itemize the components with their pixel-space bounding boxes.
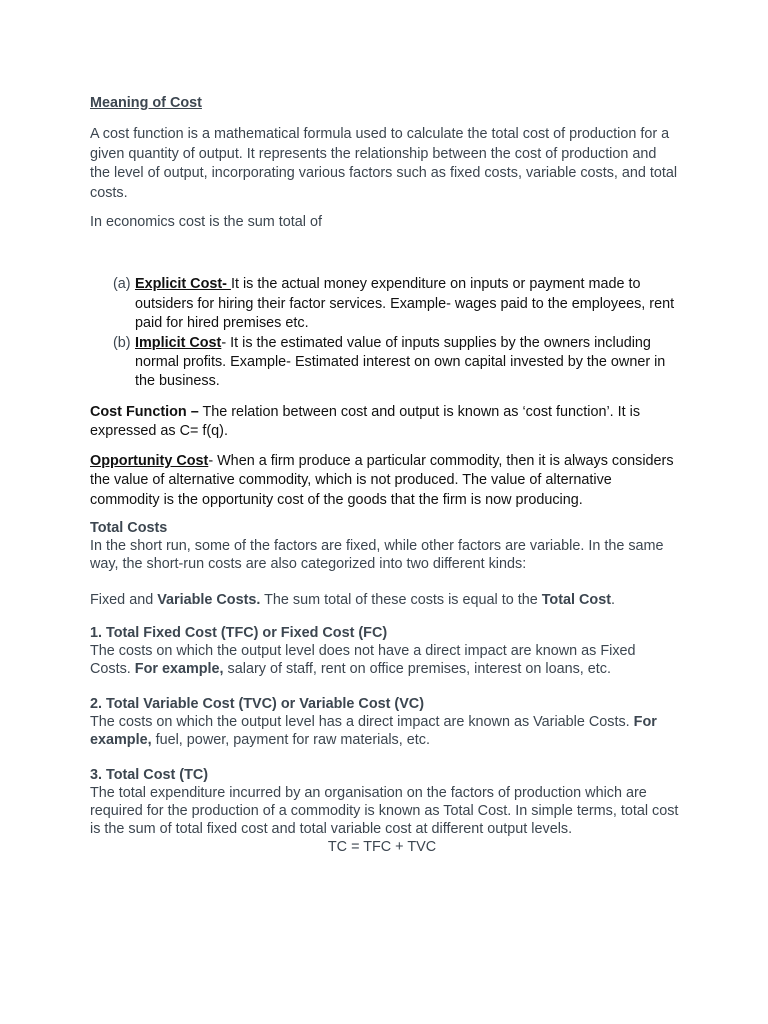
tc-text: The total expenditure incurred by an organisation on the factors of production which are required for the production of a commodity is known as Total Cost. In simple terms, total cost is the sum of total fixed cost and total variable cost at different output levels. xyxy=(90,784,679,837)
fixed-variable-line xyxy=(90,591,680,609)
cost-function-text: The relation between cost and output is known as ‘cost function’. It is expressed as C= f(q). xyxy=(90,403,641,440)
list-marker: (a) xyxy=(113,276,131,293)
tvc-text xyxy=(90,713,680,749)
tvc-example-bold: For example, xyxy=(90,713,657,748)
economics-line: In economics cost is the sum total of xyxy=(90,214,322,231)
implicit-cost-text: - It is the estimated value of inputs supplies by the owners including normal profits. Example- Estimated interest on own capital invested by the owner in the business. xyxy=(135,334,666,390)
fixed-end: . xyxy=(611,591,615,608)
fixed-prefix: Fixed and xyxy=(90,591,158,608)
tfc-text-before: The costs on which the output level does not have a direct impact are known as Fixed Costs. xyxy=(90,642,636,677)
tvc-text-before: The costs on which the output level has a direct impact are known as Variable Costs. xyxy=(90,713,634,730)
tfc-text xyxy=(90,642,680,678)
list-item-body xyxy=(135,275,680,333)
list-marker: (b) xyxy=(113,334,131,351)
total-costs-heading: Total Costs xyxy=(90,519,168,536)
explicit-cost-term: Explicit Cost- xyxy=(135,276,231,293)
tc-heading: 3. Total Cost (TC) xyxy=(90,766,209,783)
intro-paragraph: A cost function is a mathematical formula used to calculate the total cost of production for a given quantity of output. It represents the relationship between the cost of production and the level of output, incorporating various factors such as fixed costs, variable costs, and total costs. xyxy=(90,126,678,201)
tvc-text-after: fuel, power, payment for raw materials, etc. xyxy=(151,731,430,748)
implicit-cost-term: Implicit Cost xyxy=(135,334,222,351)
total-cost-bold: Total Cost xyxy=(541,591,611,608)
total-costs-text: In the short run, some of the factors are fixed, while other factors are variable. In the same way, the short-run costs are also categorized into two different kinds: xyxy=(90,537,664,572)
tc-formula: TC = TFC + TVC xyxy=(327,838,437,855)
opportunity-cost-term: Opportunity Cost xyxy=(90,452,209,469)
cost-types-list xyxy=(90,275,680,391)
opportunity-cost-text: - When a firm produce a particular commodity, then it is always considers the value of alternative commodity, which is not produced. The value of alternative commodity is the opportunity cost of the goods that the firm is now producing. xyxy=(90,452,674,508)
fixed-mid: The sum total of these costs is equal to the xyxy=(260,591,542,608)
document-page xyxy=(90,90,680,856)
variable-costs-bold: Variable Costs. xyxy=(157,591,261,608)
list-item-body xyxy=(135,334,680,392)
page-title: Meaning of Cost xyxy=(90,95,202,111)
explicit-cost-text: It is the actual money expenditure on inputs or payment made to outsiders for hiring their factor services. Example- wages paid to the employees, rent paid for hired premises etc. xyxy=(135,276,675,332)
tfc-heading: 1. Total Fixed Cost (TFC) or Fixed Cost (FC) xyxy=(90,624,388,641)
cost-function-term: Cost Function – xyxy=(90,403,199,420)
tvc-heading: 2. Total Variable Cost (TVC) or Variable Cost (VC) xyxy=(90,695,424,712)
list-item xyxy=(113,275,680,333)
tfc-text-after: salary of staff, rent on office premises, interest on loans, etc. xyxy=(223,660,611,677)
cost-function-paragraph xyxy=(90,403,680,442)
list-item xyxy=(113,334,680,392)
opportunity-cost-paragraph xyxy=(90,452,680,510)
tfc-example-bold: For example, xyxy=(134,660,224,677)
